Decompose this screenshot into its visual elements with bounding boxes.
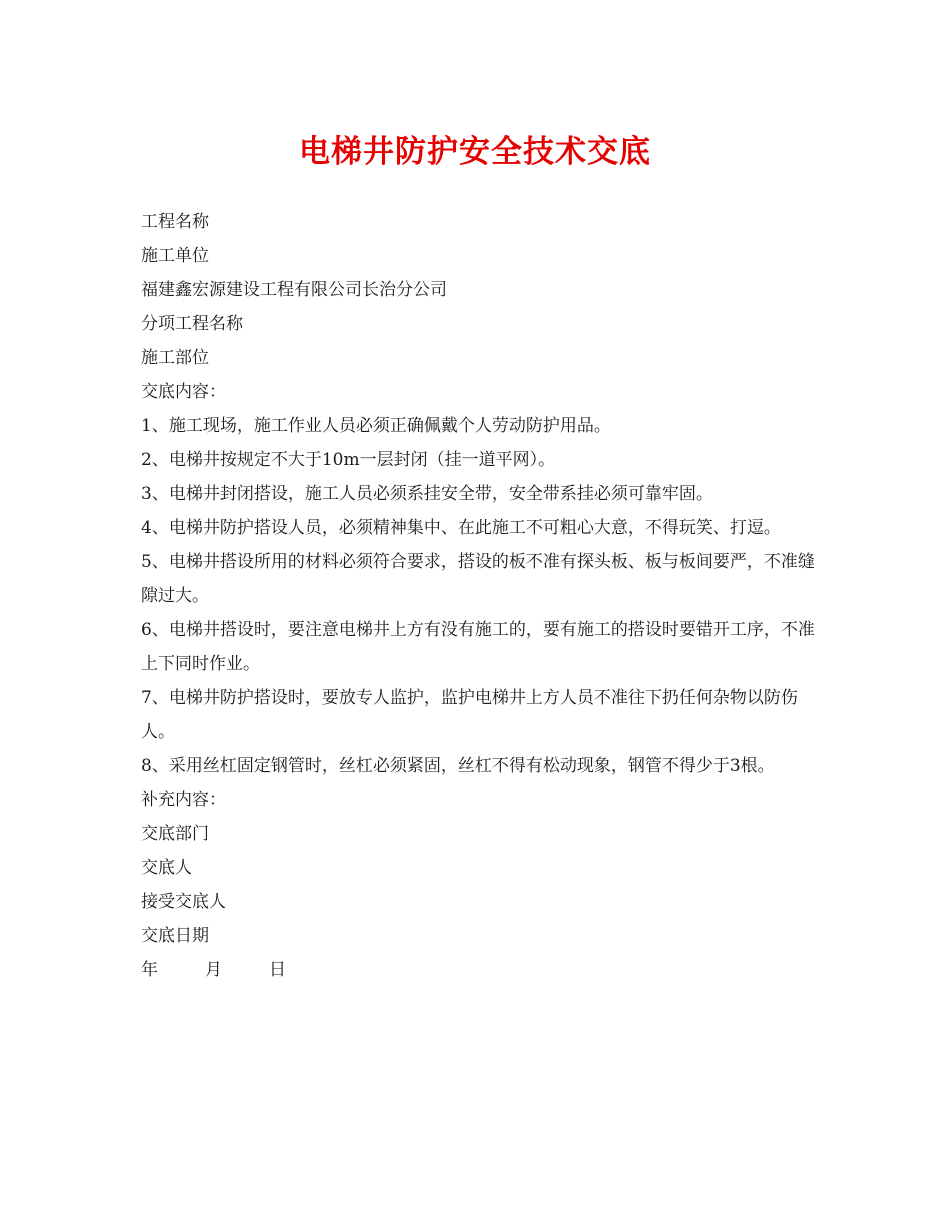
project-name-field: 工程名称 [141,212,209,232]
construction-unit-field: 施工单位 [141,246,209,266]
list-item: 5、电梯井搭设所用的材料必须符合要求，搭设的板不准有探头板、板与板间要严，不准缝隙过大。 [141,552,815,606]
supplement-label: 补充内容： [141,790,226,810]
year-label: 年 [141,960,158,980]
construction-location-field: 施工部位 [141,348,209,368]
date-label: 交底日期 [141,926,209,946]
content-label: 交底内容： [141,382,226,402]
date-row [141,953,821,987]
sub-project-name-field: 分项工程名称 [141,314,243,334]
list-item: 1、施工现场，施工作业人员必须正确佩戴个人劳动防护用品。 [141,416,611,436]
receiver-field: 接受交底人 [141,892,226,912]
document-title: 电梯井防护安全技术交底 [299,134,651,170]
department-field: 交底部门 [141,824,209,844]
list-item: 8、采用丝杠固定钢管时，丝杠必须紧固，丝杠不得有松动现象，钢管不得少于3根。 [141,756,775,776]
month-label: 月 [205,960,222,980]
document-body [141,205,821,987]
presenter-field: 交底人 [141,858,192,878]
day-label: 日 [269,960,286,980]
list-item: 2、电梯井按规定不大于10m一层封闭（挂一道平网）。 [141,450,556,470]
list-item: 7、电梯井防护搭设时，要放专人监护，监护电梯井上方人员不准往下扔任何杂物以防伤人。 [141,688,798,742]
list-item: 6、电梯井搭设时，要注意电梯井上方有没有施工的，要有施工的搭设时要错开工序，不准上下同时作业。 [141,620,815,674]
list-item: 3、电梯井封闭搭设，施工人员必须系挂安全带，安全带系挂必须可靠牢固。 [141,484,713,504]
company-name: 福建鑫宏源建设工程有限公司长治分公司 [141,280,447,300]
list-item: 4、电梯井防护搭设人员，必须精神集中、在此施工不可粗心大意，不得玩笑、打逗。 [141,518,781,538]
